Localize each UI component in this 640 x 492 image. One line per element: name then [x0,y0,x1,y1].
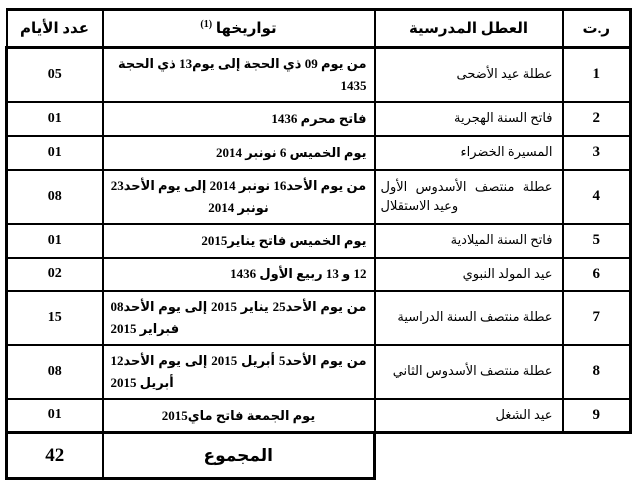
holiday-dates-cell: فاتح محرم 1436 [103,102,375,136]
holiday-name-cell: المسيرة الخضراء [375,136,563,170]
table-row [7,224,631,258]
row-number-cell: 5 [563,224,631,258]
holiday-name-cell: فاتح السنة الهجرية [375,102,563,136]
holiday-dates-cell: من يوم الأحد16 نونبر 2014 إلى يوم الأحد23 نونبر 2014 [103,170,375,224]
table-row [7,170,631,224]
days-count-cell: 08 [7,170,103,224]
empty-cell [375,433,631,479]
holiday-name-cell: عيد المولد النبوي [375,258,563,291]
table-row [7,258,631,291]
total-days-cell: 42 [7,433,103,479]
table-row [7,345,631,399]
school-holidays-table [5,8,632,480]
holiday-name-cell: عطلة عيد الأضحى [375,48,563,102]
row-number-cell: 2 [563,102,631,136]
days-count-cell: 02 [7,258,103,291]
header-holiday-name: العطل المدرسية [375,10,563,48]
total-label-cell: المجموع [103,433,375,479]
holiday-name-cell: عطلة منتصف السنة الدراسية [375,291,563,345]
holiday-name-cell: عطلة منتصف الأسدوس الأول وعيد الاستقلال [375,170,563,224]
holiday-dates-cell: يوم الخميس فاتح يناير2015 [103,224,375,258]
days-count-cell: 01 [7,224,103,258]
holiday-dates-cell: يوم الجمعة فاتح ماي2015 [103,399,375,433]
total-row [7,433,631,479]
row-number-cell: 8 [563,345,631,399]
header-dates-label: تواريخها [215,21,277,37]
table-row [7,48,631,102]
row-number-cell: 9 [563,399,631,433]
holiday-dates-cell: 12 و 13 ربيع الأول 1436 [103,258,375,291]
table-row [7,399,631,433]
holiday-name-cell: فاتح السنة الميلادية [375,224,563,258]
days-count-cell: 15 [7,291,103,345]
row-number-cell: 1 [563,48,631,102]
holiday-name-cell: عيد الشغل [375,399,563,433]
table-row [7,291,631,345]
holiday-dates-cell: من يوم 09 ذي الحجة إلى يوم13 ذي الحجة 1435 [103,48,375,102]
header-days-count: عدد الأيام [7,10,103,48]
days-count-cell: 01 [7,136,103,170]
table-header-row [7,10,631,48]
header-dates [103,10,375,48]
days-count-cell: 05 [7,48,103,102]
holiday-name-cell: عطلة منتصف الأسدوس الثاني [375,345,563,399]
table-row [7,102,631,136]
days-count-cell: 01 [7,102,103,136]
row-number-cell: 4 [563,170,631,224]
row-number-cell: 3 [563,136,631,170]
holiday-dates-cell: من يوم الأحد25 يناير 2015 إلى يوم الأحد08 فبراير 2015 [103,291,375,345]
row-number-cell: 7 [563,291,631,345]
holiday-dates-cell: يوم الخميس 6 نونبر 2014 [103,136,375,170]
days-count-cell: 08 [7,345,103,399]
days-count-cell: 01 [7,399,103,433]
table-row [7,136,631,170]
holiday-dates-cell: من يوم الأحد5 أبريل 2015 إلى يوم الأحد12 أبريل 2015 [103,345,375,399]
footnote-marker: (1) [200,19,213,30]
row-number-cell: 6 [563,258,631,291]
header-row-number: ر.ت [563,10,631,48]
